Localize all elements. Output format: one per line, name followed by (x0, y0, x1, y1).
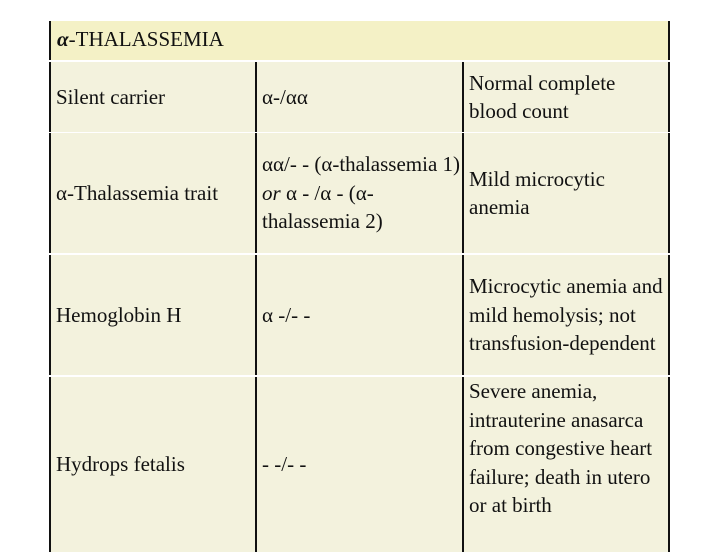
condition-cell: Silent carrier (51, 62, 257, 132)
alpha-symbol: α (57, 27, 69, 51)
genotype-text: α - /α - (α-thalassemia 2) (262, 180, 383, 234)
genotype-cell: α -/- - (257, 255, 464, 375)
condition-cell: Hemoglobin H (51, 255, 257, 375)
findings-cell: Mild microcytic anemia (464, 133, 668, 253)
table-header (49, 21, 670, 60)
condition-cell: α-Thalassemia trait (51, 133, 257, 253)
genotype-cell: - -/- - (257, 377, 464, 552)
table-row (49, 377, 670, 552)
condition-cell: Hydrops fetalis (51, 377, 257, 552)
table-row (49, 255, 670, 375)
findings-cell: Normal complete blood count (464, 62, 668, 132)
genotype-text: αα/- - (α-thalassemia 1) (262, 152, 461, 177)
table-row (49, 62, 670, 132)
table-title: -THALASSEMIA (68, 27, 224, 51)
genotype-or: or (262, 180, 281, 205)
findings-cell: Severe anemia, intrauterine anasarca from congestive heart failure; death in utero or at birth (464, 377, 668, 552)
findings-cell: Microcytic anemia and mild hemolysis; not transfusion-dependent (464, 255, 668, 375)
table-row (49, 133, 670, 253)
genotype-cell: α-/αα (257, 62, 464, 132)
genotype-cell (257, 133, 464, 253)
